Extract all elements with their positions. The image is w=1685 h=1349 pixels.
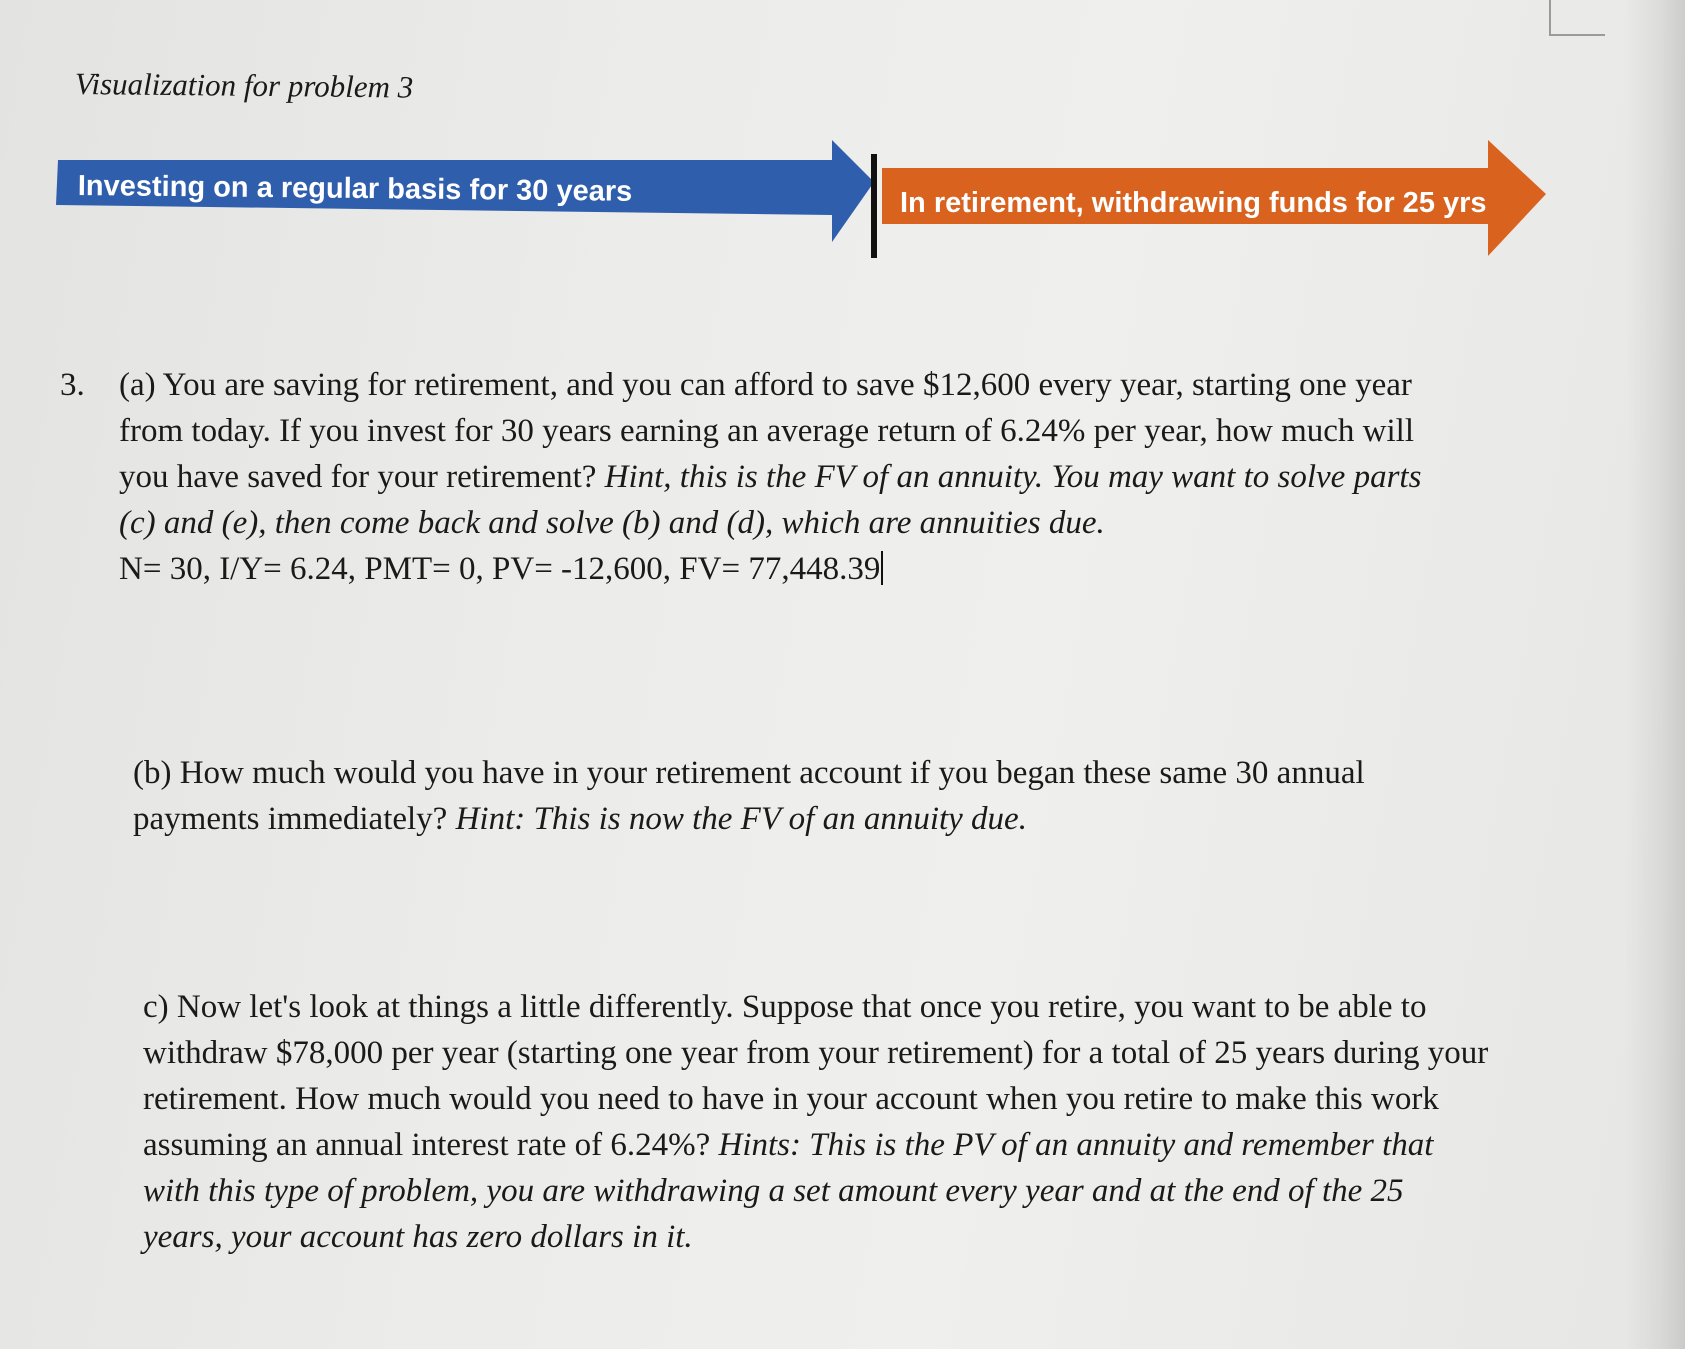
part-a-line-3-text: you have saved for your retirement? [119, 459, 605, 495]
part-b-line-1: (b) How much would you have in your retirement account if you began these same 30 annual [133, 755, 1365, 791]
visualization-title: Visualization for problem 3 [74, 66, 414, 105]
page-corner-mark [1549, 0, 1605, 36]
retirement-label: In retirement, withdrawing funds for 25 yrs [900, 187, 1487, 219]
problem-number: 3. [60, 367, 85, 403]
part-a-hint: Hint, this is the FV of an annuity. You may want to solve parts [604, 459, 1422, 495]
part-b-hint: Hint: This is now the FV of an annuity due. [455, 801, 1027, 837]
screen-edge-shadow [1625, 0, 1685, 1349]
part-a-line-1: (a) You are saving for retirement, and you can afford to save $12,600 every year, starting one year [119, 367, 1412, 403]
part-a-answer-line[interactable] [119, 546, 1579, 592]
part-c-line-3: retirement. How much would you need to have in your account when you retire to make this work [143, 1081, 1439, 1117]
part-c-line-6: years, your account has zero dollars in it. [143, 1219, 693, 1255]
text-cursor [881, 551, 883, 585]
part-c [143, 984, 1603, 1260]
part-a-line-2: from today. If you invest for 30 years earning an average return of 6.24% per year, how much will [119, 413, 1415, 449]
part-c-line-4 [143, 1122, 1603, 1168]
part-c-hint: Hints: This is the PV of an annuity and remember that [718, 1127, 1434, 1163]
part-a [119, 362, 1579, 592]
part-c-line-4-text: assuming an annual interest rate of 6.24%? [143, 1127, 719, 1163]
retirement-divider [871, 154, 877, 258]
part-c-line-5: with this type of problem, you are withdrawing a set amount every year and at the end of the 25 [143, 1173, 1404, 1209]
part-b-line-2-text: payments immediately? [133, 801, 456, 837]
part-a-answer: N= 30, I/Y= 6.24, PMT= 0, PV= -12,600, FV= 77,448.39 [119, 551, 881, 587]
investing-label: Investing on a regular basis for 30 years [77, 170, 633, 208]
part-b [133, 750, 1513, 842]
part-a-line-4: (c) and (e), then come back and solve (b) and (d), which are annuities due. [119, 505, 1105, 541]
part-b-line-2 [133, 796, 1513, 842]
part-a-line-3 [119, 454, 1579, 500]
part-c-line-1: c) Now let's look at things a little differently. Suppose that once you retire, you want to be able to [143, 989, 1427, 1025]
part-c-line-2: withdraw $78,000 per year (starting one year from your retirement) for a total of 25 years during your [143, 1035, 1489, 1071]
